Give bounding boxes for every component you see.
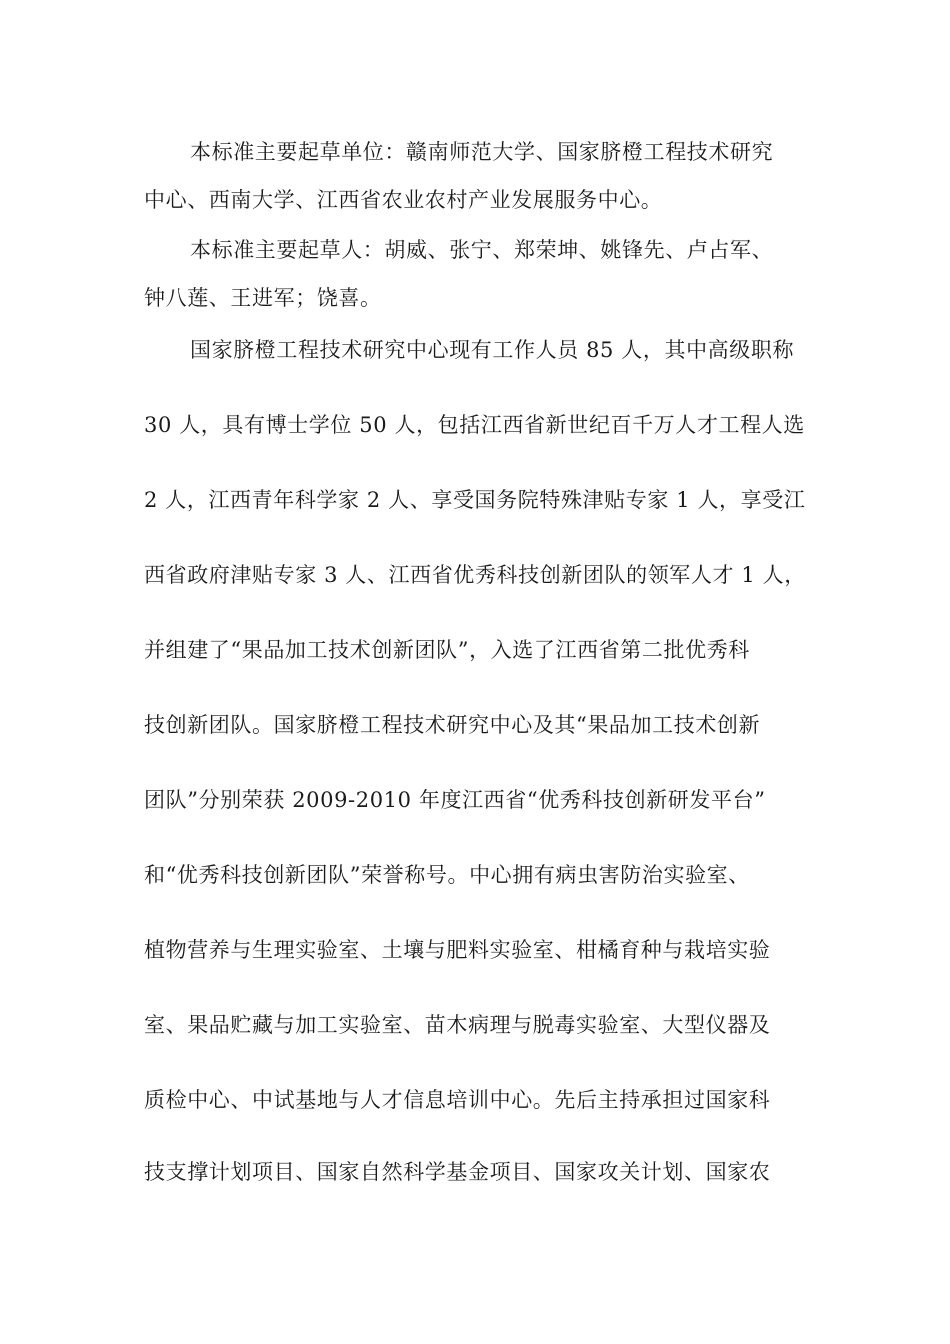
paragraph-center-line-12: 技支撑计划项目、国家自然科学基金项目、国家攻关计划、国家农 <box>144 1160 771 1184</box>
paragraph-drafters-line-1: 本标准主要起草人：胡威、张宁、郑荣坤、姚锋先、卢占军、 <box>190 238 774 262</box>
paragraph-center-line-10: 室、果品贮藏与加工实验室、苗木病理与脱毒实验室、大型仪器及 <box>144 1013 771 1037</box>
paragraph-center-line-9: 植物营养与生理实验室、土壤与肥料实验室、柑橘育种与栽培实验 <box>144 938 771 962</box>
paragraph-center-line-6: 技创新团队。国家脐橙工程技术研究中心及其“果品加工技术创新 <box>144 713 761 737</box>
paragraph-center-line-7: 团队”分别荣获 2009-2010 年度江西省“优秀科技创新研发平台” <box>144 788 766 812</box>
paragraph-drafting-units-line-1: 本标准主要起草单位：赣南师范大学、国家脐橙工程技术研究 <box>190 140 774 164</box>
paragraph-center-line-3: 2 人，江西青年科学家 2 人、享受国务院特殊津贴专家 1 人，享受江 <box>144 488 806 512</box>
paragraph-center-line-5: 并组建了“果品加工技术创新团队”，入选了江西省第二批优秀科 <box>144 638 750 662</box>
paragraph-center-line-1: 国家脐橙工程技术研究中心现有工作人员 85 人，其中高级职称 <box>190 338 795 362</box>
paragraph-center-line-2: 30 人，具有博士学位 50 人，包括江西省新世纪百千万人才工程人选 <box>144 413 805 437</box>
paragraph-center-line-4: 西省政府津贴专家 3 人、江西省优秀科技创新团队的领军人才 1 人， <box>144 563 806 587</box>
paragraph-drafting-units-line-2: 中心、西南大学、江西省农业农村产业发展服务中心。 <box>144 188 663 212</box>
paragraph-center-line-11: 质检中心、中试基地与人才信息培训中心。先后主持承担过国家科 <box>144 1088 771 1112</box>
paragraph-center-line-8: 和“优秀科技创新团队”荣誉称号。中心拥有病虫害防治实验室、 <box>144 863 750 887</box>
paragraph-drafters-line-2: 钟八莲、王进军；饶喜。 <box>144 286 382 310</box>
